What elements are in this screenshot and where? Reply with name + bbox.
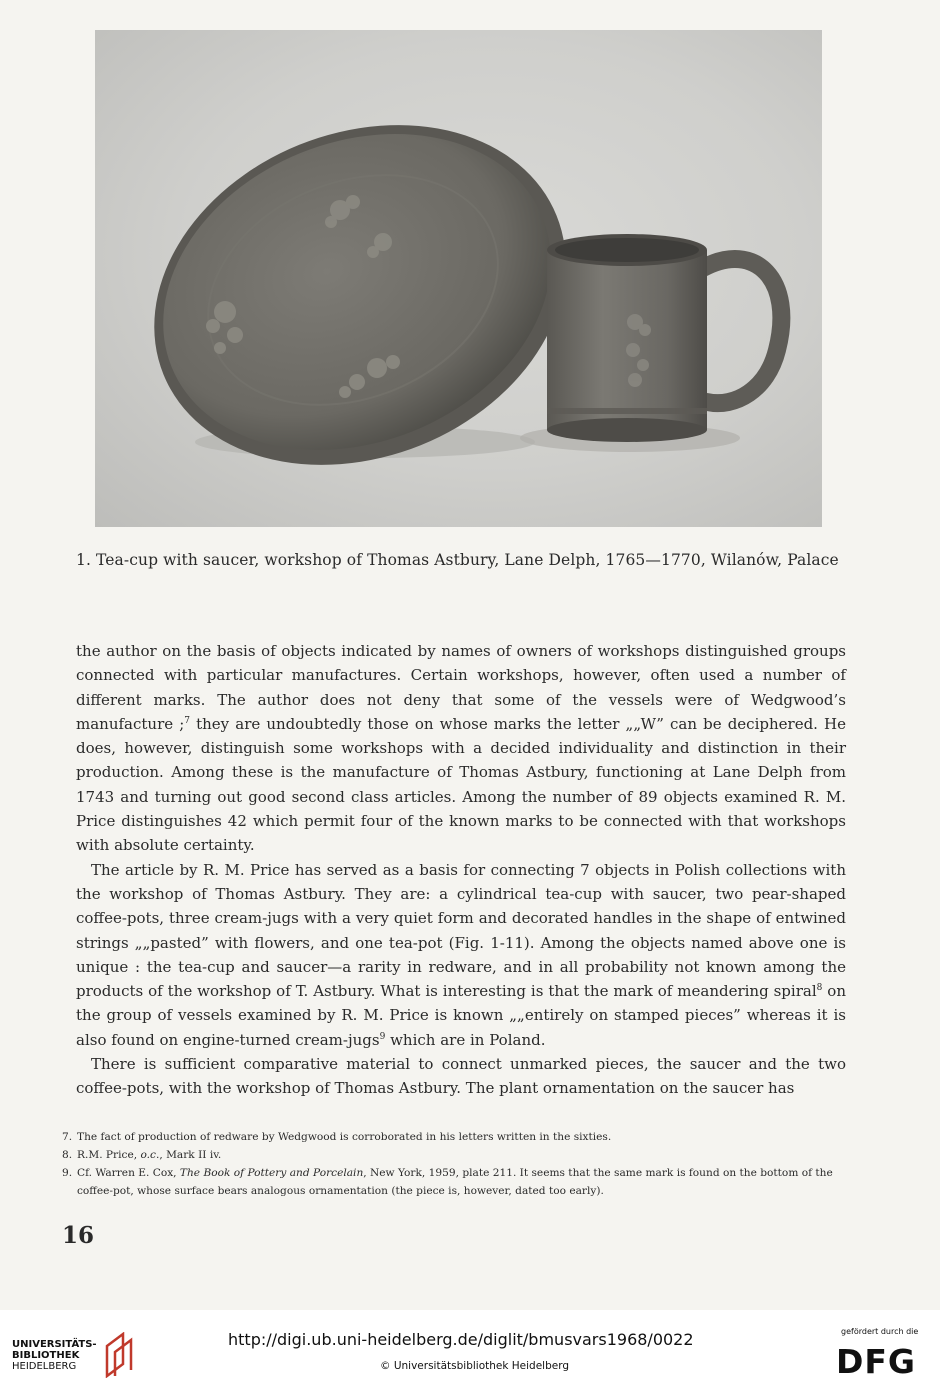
digitization-footer bbox=[0, 1310, 940, 1386]
page-number: 16 bbox=[62, 1222, 95, 1249]
footnote-text: The fact of production of redware by Wedgwood is corroborated in his letters written in the sixties. bbox=[77, 1131, 612, 1143]
footnote-italic: o.c. bbox=[140, 1149, 160, 1161]
paragraph-text: the author on the basis of objects indicated by names of owners of workshops distinguished groups connected with particular manufactures. Certain workshops, however, often used a number of different marks. The author does not deny that some of the vessels were of Wedgwood’s manufacture ; bbox=[76, 642, 846, 733]
footnote-text bbox=[77, 1146, 852, 1164]
footnotes bbox=[62, 1128, 852, 1200]
footnote-text bbox=[77, 1164, 852, 1200]
teacup-saucer-illustration bbox=[95, 30, 822, 527]
library-emblem-icon bbox=[101, 1332, 141, 1378]
funding-label: gefördert durch die bbox=[841, 1327, 919, 1336]
dfg-logo[interactable]: DFG bbox=[836, 1342, 917, 1381]
article-body bbox=[76, 639, 846, 1101]
figure-photo bbox=[95, 30, 822, 527]
permalink-url[interactable]: http://digi.ub.uni-heidelberg.de/diglit/bmusvars1968/0022 bbox=[228, 1330, 694, 1349]
logo-line: UNIVERSITÄTS- bbox=[12, 1338, 97, 1350]
footnote-italic: The Book of Pottery and Porcelain bbox=[179, 1167, 364, 1179]
logo-line: BIBLIOTHEK bbox=[12, 1349, 80, 1361]
footnote-text-part: R.M. Price, bbox=[77, 1149, 141, 1161]
footnote-8 bbox=[62, 1146, 852, 1164]
footnote-ref[interactable]: 9 bbox=[379, 1031, 386, 1042]
footnote-7 bbox=[62, 1128, 852, 1146]
footnote-9 bbox=[62, 1164, 852, 1200]
footnote-ref[interactable]: 8 bbox=[816, 983, 823, 994]
copyright-notice: © Universitätsbibliothek Heidelberg bbox=[380, 1360, 570, 1372]
footnote-ref[interactable]: 7 bbox=[184, 715, 191, 726]
footnote-number: 7. bbox=[62, 1131, 73, 1143]
paragraph-text: they are undoubtedly those on whose marks the letter „„W” can be deciphered. He does, however, distinguish some workshops with a decided individuality and distinction in their production. Among these is the manufacture of Thomas Astbury, functioning at Lane Delph from 1743 and turning out good second class articles. Among the number of 89 objects examined R. M. Price distinguishes 42 which permit four of the known marks to be connected with that workshops with absolute certainty. bbox=[76, 714, 846, 855]
university-library-name bbox=[12, 1339, 97, 1372]
paragraph-text: on the group of vessels examined by R. M. Price is known „„entirely on stamped pieces” whereas it is also found on engine-turned cream-jugs bbox=[76, 982, 846, 1049]
paragraph-text: The article by R. M. Price has served as a basis for connecting 7 objects in Polish collections with the workshop of Thomas Astbury. They are: a cylindrical tea-cup with saucer, two pear-shaped coffee-pots, three cream-jugs with a very quiet form and decorated handles in the shape of entwined strings „„pasted” with flowers, and one tea-pot (Fig. 1-11). Among the objects named above one is unique : the tea-cup and saucer—a rarity in redware, and in all probability not known among the products of the workshop of T. Astbury. What is interesting is that the mark of meandering spiral bbox=[76, 860, 846, 1001]
footnote-text-part: Cf. Warren E. Cox, bbox=[77, 1167, 180, 1179]
paragraph-2 bbox=[76, 858, 846, 1052]
paragraph-text: which are in Poland. bbox=[385, 1030, 546, 1049]
footnote-text-part: , Mark II iv. bbox=[159, 1149, 222, 1161]
paragraph-3: There is sufficient comparative material to connect unmarked pieces, the saucer and the two coffee-pots, with the workshop of Thomas Astbury. The plant ornamentation on the saucer has bbox=[76, 1055, 846, 1098]
paragraph-1 bbox=[76, 639, 846, 858]
footnote-number: 9. bbox=[62, 1167, 73, 1179]
logo-line: HEIDELBERG bbox=[12, 1360, 77, 1372]
figure-caption: 1. Tea-cup with saucer, workshop of Thomas Astbury, Lane Delph, 1765—1770, Wilanów, Palace bbox=[76, 551, 839, 569]
university-library-logo[interactable] bbox=[12, 1332, 141, 1378]
footnote-number: 8. bbox=[62, 1149, 73, 1161]
footnote-text-part: , New York, 1959, plate 211. It seems that the same mark is found on the bottom of the coffee-pot, whose surface bears analogous ornamentation (the piece is, however, dated too early). bbox=[77, 1167, 833, 1197]
